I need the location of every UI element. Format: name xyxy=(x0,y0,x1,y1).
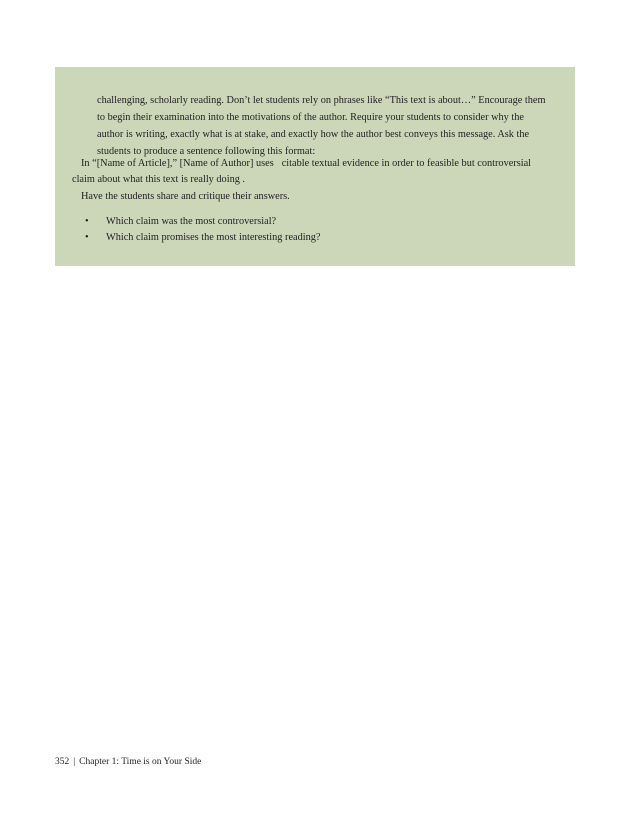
paragraph-line: to begin their examination into the motivations of the author. Require your students to consider why the xyxy=(97,112,524,123)
instruction-callout-box xyxy=(55,67,575,266)
share-instruction: Have the students share and critique their answers. xyxy=(81,191,290,202)
sentence-format-template xyxy=(72,156,567,188)
list-item xyxy=(85,230,320,246)
bullet-icon: • xyxy=(85,232,89,243)
question-list xyxy=(85,214,320,246)
page-footer xyxy=(55,756,201,768)
format-template-line-1 xyxy=(72,156,567,172)
list-item-text: Which claim was the most controversial? xyxy=(106,216,277,227)
list-item xyxy=(85,214,320,230)
footer-separator: | xyxy=(73,757,76,767)
chapter-title: Chapter 1: Time is on Your Side xyxy=(79,757,202,767)
bullet-icon: • xyxy=(85,216,89,227)
paragraph-line: challenging, scholarly reading. Don’t let students rely on phrases like “This text is about…” Encourage them xyxy=(97,95,546,106)
format-template-part-a: In “[Name of Article],” [Name of Author] uses xyxy=(81,158,274,169)
format-template-part-b: citable textual evidence in order to feasible but controversial xyxy=(281,158,532,169)
format-template-line-2: claim about what this text is really doing . xyxy=(72,174,246,185)
paragraph-line: students to produce a sentence following this format: xyxy=(97,146,316,157)
callout-paragraph xyxy=(97,92,567,160)
page-number: 352 xyxy=(55,757,70,767)
paragraph-line: author is writing, exactly what is at stake, and exactly how the author best conveys this message. Ask the xyxy=(97,129,530,140)
list-item-text: Which claim promises the most interesting reading? xyxy=(106,232,321,243)
